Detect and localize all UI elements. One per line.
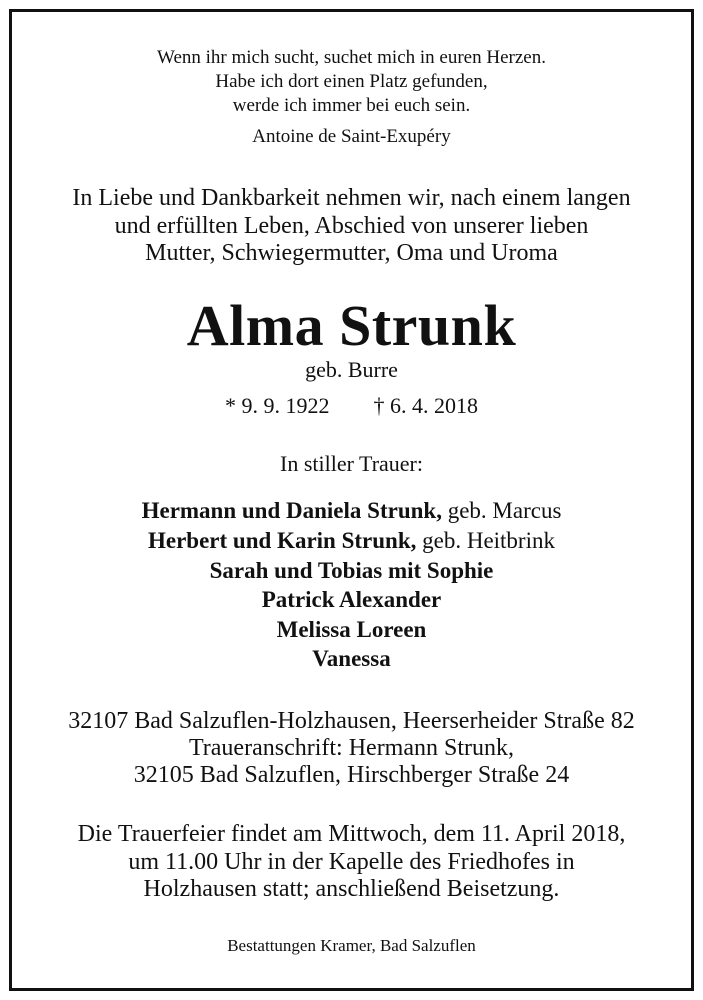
family-line: Hermann und Daniela Strunk, geb. Marcus	[141, 498, 562, 523]
address-line: 32107 Bad Salzuflen-Holzhausen, Heerserheider Straße 82	[68, 708, 635, 734]
address-line: Traueranschrift: Hermann Strunk,	[188, 735, 515, 761]
life-dates	[0, 393, 703, 419]
family-line: Sarah und Tobias mit Sophie	[209, 558, 494, 583]
maiden-name: geb. Burre	[305, 357, 398, 382]
intro-line: Mutter, Schwiegermutter, Oma und Uroma	[145, 240, 558, 266]
funeral-line: um 11.00 Uhr in der Kapelle des Friedhofes in	[128, 849, 575, 875]
death-date: † 6. 4. 2018	[373, 393, 478, 418]
quote-line: Habe ich dort einen Platz gefunden,	[215, 71, 488, 92]
intro-line: und erfüllten Leben, Abschied von unserer lieben	[114, 213, 589, 239]
quote-line: Wenn ihr mich sucht, suchet mich in euren Herzen.	[157, 47, 546, 68]
family-line: Patrick Alexander	[261, 587, 442, 612]
family-line: Vanessa	[312, 646, 391, 671]
funeral-line: Holzhausen statt; anschließend Beisetzung.	[143, 876, 560, 902]
undertaker: Bestattungen Kramer, Bad Salzuflen	[227, 936, 476, 955]
deceased-name: Alma Strunk	[186, 293, 517, 358]
funeral-line: Die Trauerfeier findet am Mittwoch, dem 11. April 2018,	[77, 821, 626, 847]
family-line: Herbert und Karin Strunk, geb. Heitbrink	[148, 528, 555, 553]
intro-line: In Liebe und Dankbarkeit nehmen wir, nach einem langen	[72, 185, 631, 211]
quote-author: Antoine de Saint-Exupéry	[252, 126, 451, 147]
quote-line: werde ich immer bei euch sein.	[232, 95, 471, 116]
mourning-label: In stiller Trauer:	[280, 451, 423, 476]
family-line: Melissa Loreen	[276, 617, 427, 642]
birth-date: * 9. 9. 1922	[225, 393, 330, 418]
address-line: 32105 Bad Salzuflen, Hirschberger Straße 24	[133, 762, 570, 788]
